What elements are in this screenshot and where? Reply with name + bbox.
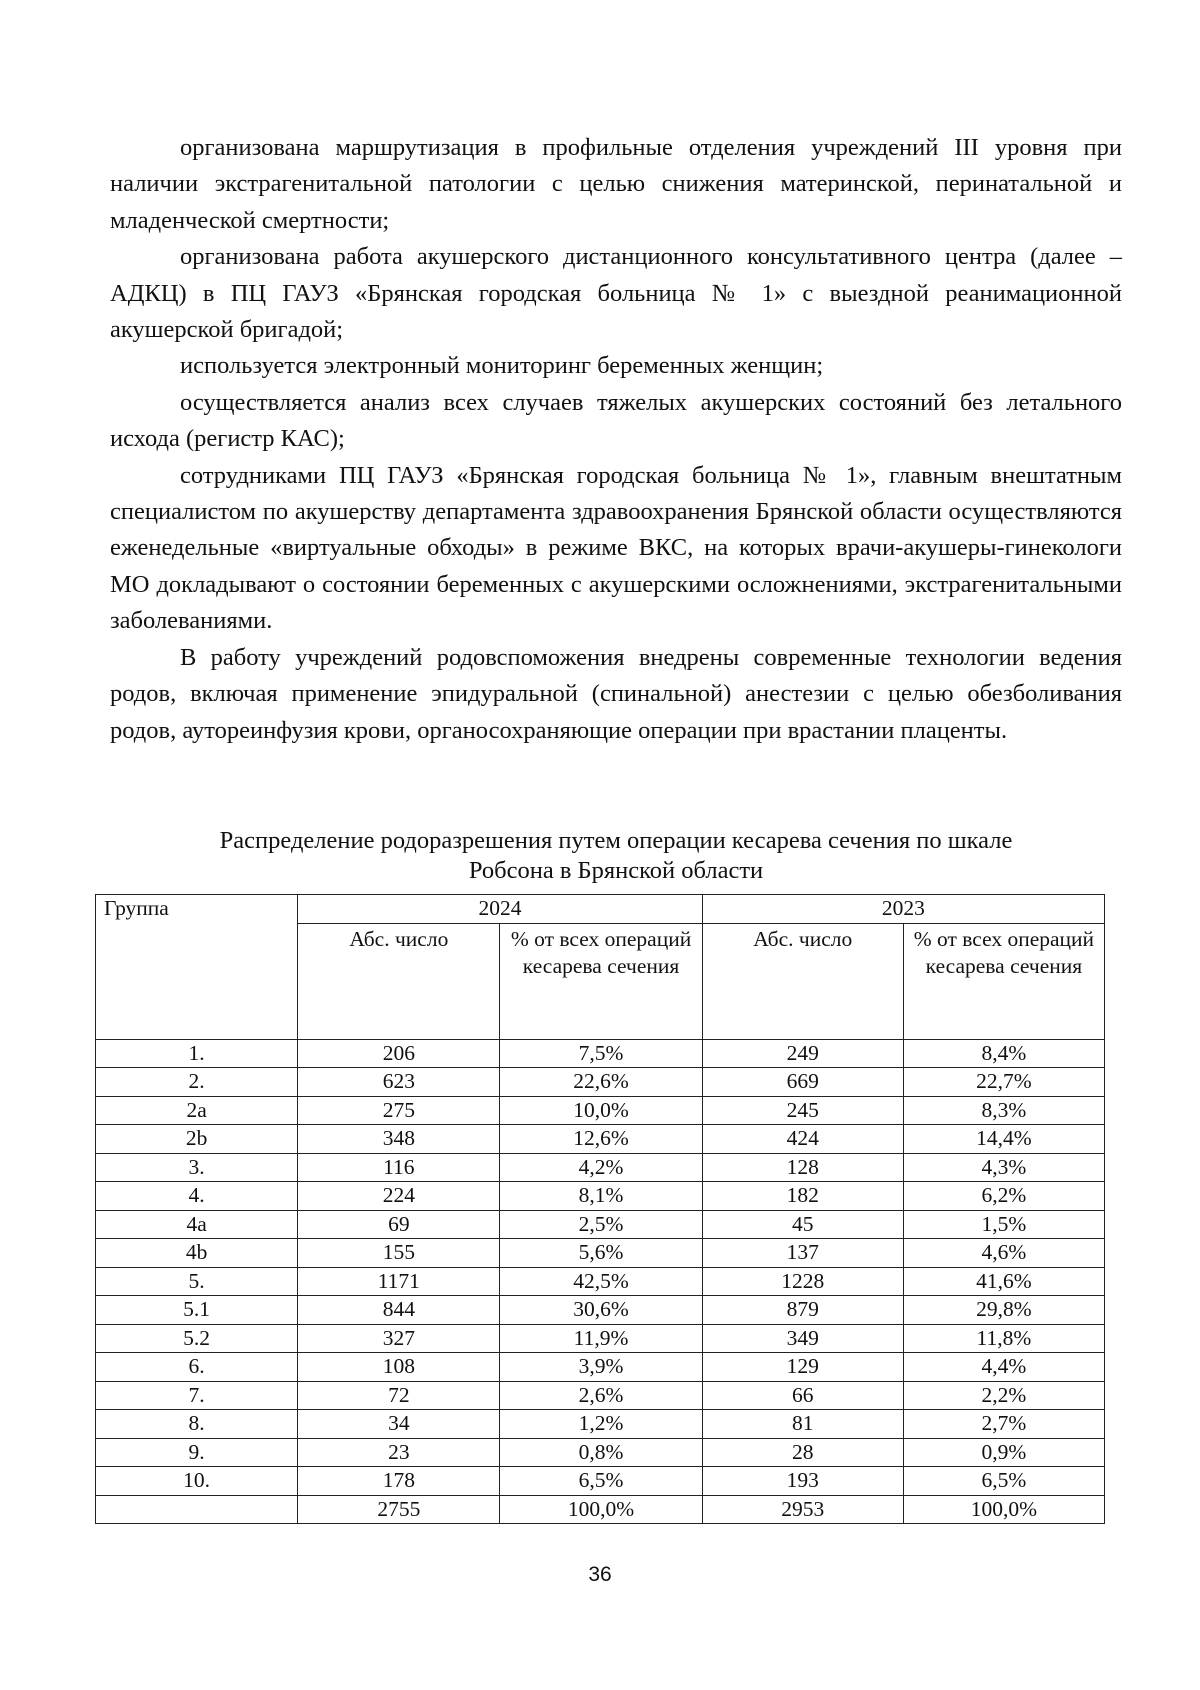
cell-abs-2024: 844 bbox=[298, 1296, 500, 1325]
cell-abs-2023: 45 bbox=[702, 1210, 903, 1239]
table-total-row bbox=[96, 1495, 1105, 1524]
cell-abs-2023: 182 bbox=[702, 1182, 903, 1211]
cell-pct-2024: 1,2% bbox=[500, 1410, 702, 1439]
cell-pct-2023: 22,7% bbox=[903, 1068, 1104, 1097]
robson-table bbox=[95, 894, 1105, 1524]
cell-abs-2024: 2755 bbox=[298, 1495, 500, 1524]
cell-abs-2023: 245 bbox=[702, 1096, 903, 1125]
cell-pct-2024: 10,0% bbox=[500, 1096, 702, 1125]
cell-group: 2a bbox=[96, 1096, 298, 1125]
cell-pct-2023: 29,8% bbox=[903, 1296, 1104, 1325]
table-row bbox=[96, 1438, 1105, 1467]
cell-group: 6. bbox=[96, 1353, 298, 1382]
cell-abs-2024: 224 bbox=[298, 1182, 500, 1211]
cell-pct-2024: 2,5% bbox=[500, 1210, 702, 1239]
cell-pct-2024: 12,6% bbox=[500, 1125, 702, 1154]
cell-pct-2024: 22,6% bbox=[500, 1068, 702, 1097]
cell-abs-2023: 66 bbox=[702, 1381, 903, 1410]
cell-group: 1. bbox=[96, 1039, 298, 1068]
cell-pct-2024: 3,9% bbox=[500, 1353, 702, 1382]
cell-pct-2023: 100,0% bbox=[903, 1495, 1104, 1524]
cell-pct-2023: 2,2% bbox=[903, 1381, 1104, 1410]
table-row bbox=[96, 1381, 1105, 1410]
table-header bbox=[96, 895, 1105, 1040]
cell-pct-2024: 0,8% bbox=[500, 1438, 702, 1467]
cell-abs-2024: 623 bbox=[298, 1068, 500, 1097]
cell-abs-2023: 669 bbox=[702, 1068, 903, 1097]
cell-pct-2024: 42,5% bbox=[500, 1267, 702, 1296]
cell-abs-2024: 327 bbox=[298, 1324, 500, 1353]
cell-abs-2023: 424 bbox=[702, 1125, 903, 1154]
cell-group: 4a bbox=[96, 1210, 298, 1239]
cell-group: 7. bbox=[96, 1381, 298, 1410]
cell-group: 2. bbox=[96, 1068, 298, 1097]
cell-pct-2023: 4,6% bbox=[903, 1239, 1104, 1268]
table-row bbox=[96, 1068, 1105, 1097]
header-year-2023: 2023 bbox=[702, 895, 1104, 924]
cell-abs-2023: 249 bbox=[702, 1039, 903, 1068]
cell-pct-2024: 7,5% bbox=[500, 1039, 702, 1068]
table-caption bbox=[110, 826, 1122, 886]
cell-group: 9. bbox=[96, 1438, 298, 1467]
cell-group: 8. bbox=[96, 1410, 298, 1439]
table-row bbox=[96, 1039, 1105, 1068]
cell-group: 2b bbox=[96, 1125, 298, 1154]
cell-abs-2023: 28 bbox=[702, 1438, 903, 1467]
header-pct-2024: % от всех операций кесарева сечения bbox=[500, 923, 702, 1039]
cell-abs-2024: 275 bbox=[298, 1096, 500, 1125]
table-row bbox=[96, 1353, 1105, 1382]
header-year-2024: 2024 bbox=[298, 895, 702, 924]
table-row bbox=[96, 1096, 1105, 1125]
cell-abs-2023: 137 bbox=[702, 1239, 903, 1268]
header-abs-2024: Абс. число bbox=[298, 923, 500, 1039]
table-row bbox=[96, 1267, 1105, 1296]
cell-abs-2023: 193 bbox=[702, 1467, 903, 1496]
cell-abs-2023: 81 bbox=[702, 1410, 903, 1439]
table-row bbox=[96, 1239, 1105, 1268]
cell-abs-2023: 1228 bbox=[702, 1267, 903, 1296]
cell-abs-2024: 1171 bbox=[298, 1267, 500, 1296]
cell-pct-2023: 41,6% bbox=[903, 1267, 1104, 1296]
cell-pct-2024: 11,9% bbox=[500, 1324, 702, 1353]
paragraph-kas-analysis: осуществляется анализ всех случаев тяжелых акушерских состояний без летального исхода (регистр КАС); bbox=[110, 388, 1122, 453]
table-caption-line-2: Робсона в Брянской области bbox=[468, 857, 764, 884]
cell-group: 5. bbox=[96, 1267, 298, 1296]
cell-group: 4b bbox=[96, 1239, 298, 1268]
cell-pct-2023: 4,4% bbox=[903, 1353, 1104, 1382]
cell-pct-2024: 8,1% bbox=[500, 1182, 702, 1211]
table-row bbox=[96, 1182, 1105, 1211]
cell-group: 4. bbox=[96, 1182, 298, 1211]
cell-abs-2023: 129 bbox=[702, 1353, 903, 1382]
cell-abs-2024: 69 bbox=[298, 1210, 500, 1239]
cell-pct-2023: 6,2% bbox=[903, 1182, 1104, 1211]
cell-pct-2024: 100,0% bbox=[500, 1495, 702, 1524]
table-row bbox=[96, 1210, 1105, 1239]
cell-group: 5.1 bbox=[96, 1296, 298, 1325]
cell-group: 10. bbox=[96, 1467, 298, 1496]
cell-pct-2023: 1,5% bbox=[903, 1210, 1104, 1239]
cell-abs-2024: 155 bbox=[298, 1239, 500, 1268]
cell-abs-2024: 108 bbox=[298, 1353, 500, 1382]
cell-pct-2024: 30,6% bbox=[500, 1296, 702, 1325]
cell-abs-2023: 128 bbox=[702, 1153, 903, 1182]
body-text bbox=[110, 130, 1122, 749]
header-abs-2023: Абс. число bbox=[702, 923, 903, 1039]
paragraph-routing: организована маршрутизация в профильные отделения учреждений III уровня при наличии экстрагенитальной патологии с целью снижения материнской, перинатальной и младенческой смертности; bbox=[110, 134, 1122, 234]
table-caption-line-1: Распределение родоразрешения путем операции кесарева сечения по шкале bbox=[219, 827, 1013, 854]
paragraph-monitoring: используется электронный мониторинг беременных женщин; bbox=[180, 352, 824, 380]
header-pct-2023: % от всех операций кесарева сечения bbox=[903, 923, 1104, 1039]
cell-pct-2024: 5,6% bbox=[500, 1239, 702, 1268]
header-row-years bbox=[96, 895, 1105, 924]
cell-pct-2023: 8,4% bbox=[903, 1039, 1104, 1068]
table-row bbox=[96, 1125, 1105, 1154]
cell-abs-2023: 349 bbox=[702, 1324, 903, 1353]
cell-pct-2024: 6,5% bbox=[500, 1467, 702, 1496]
cell-group bbox=[96, 1495, 298, 1524]
cell-pct-2024: 2,6% bbox=[500, 1381, 702, 1410]
cell-abs-2024: 23 bbox=[298, 1438, 500, 1467]
cell-abs-2024: 116 bbox=[298, 1153, 500, 1182]
cell-abs-2024: 206 bbox=[298, 1039, 500, 1068]
table-row bbox=[96, 1467, 1105, 1496]
table-row bbox=[96, 1324, 1105, 1353]
paragraph-adkc: организована работа акушерского дистанционного консультативного центра (далее – АДКЦ) в ПЦ ГАУЗ «Брянская городская больница № 1» с выездной реанимационной акушерской бригадой; bbox=[110, 243, 1122, 344]
table-body bbox=[96, 1039, 1105, 1524]
page-number: 36 bbox=[588, 1563, 612, 1586]
cell-abs-2023: 2953 bbox=[702, 1495, 903, 1524]
cell-pct-2023: 8,3% bbox=[903, 1096, 1104, 1125]
cell-abs-2024: 348 bbox=[298, 1125, 500, 1154]
header-group: Группа bbox=[96, 895, 298, 1040]
cell-abs-2023: 879 bbox=[702, 1296, 903, 1325]
cell-abs-2024: 72 bbox=[298, 1381, 500, 1410]
cell-pct-2023: 14,4% bbox=[903, 1125, 1104, 1154]
cell-pct-2023: 6,5% bbox=[903, 1467, 1104, 1496]
table-row bbox=[96, 1296, 1105, 1325]
cell-pct-2023: 2,7% bbox=[903, 1410, 1104, 1439]
cell-pct-2023: 11,8% bbox=[903, 1324, 1104, 1353]
cell-pct-2023: 0,9% bbox=[903, 1438, 1104, 1467]
paragraph-technologies: В работу учреждений родовспоможения внедрены современные технологии ведения родов, включая применение эпидуральной (спинальной) анестезии с целью обезболивания родов, аутореинфузия крови, органосохраняющие операции при врастании плаценты. bbox=[110, 643, 1122, 744]
table-row bbox=[96, 1153, 1105, 1182]
paragraph-virtual-rounds: сотрудниками ПЦ ГАУЗ «Брянская городская больница № 1», главным внештатным специалистом по акушерству департамента здравоохранения Брянской области осуществляются еженедельные «виртуальные обходы» в режиме ВКС, на которых врачи-акушеры-гинекологи МО докладывают о состоянии беременных с акушерскими осложнениями, экстрагенитальными заболеваниями. bbox=[110, 461, 1122, 635]
cell-abs-2024: 178 bbox=[298, 1467, 500, 1496]
cell-abs-2024: 34 bbox=[298, 1410, 500, 1439]
cell-group: 5.2 bbox=[96, 1324, 298, 1353]
cell-pct-2023: 4,3% bbox=[903, 1153, 1104, 1182]
table-row bbox=[96, 1410, 1105, 1439]
cell-pct-2024: 4,2% bbox=[500, 1153, 702, 1182]
cell-group: 3. bbox=[96, 1153, 298, 1182]
